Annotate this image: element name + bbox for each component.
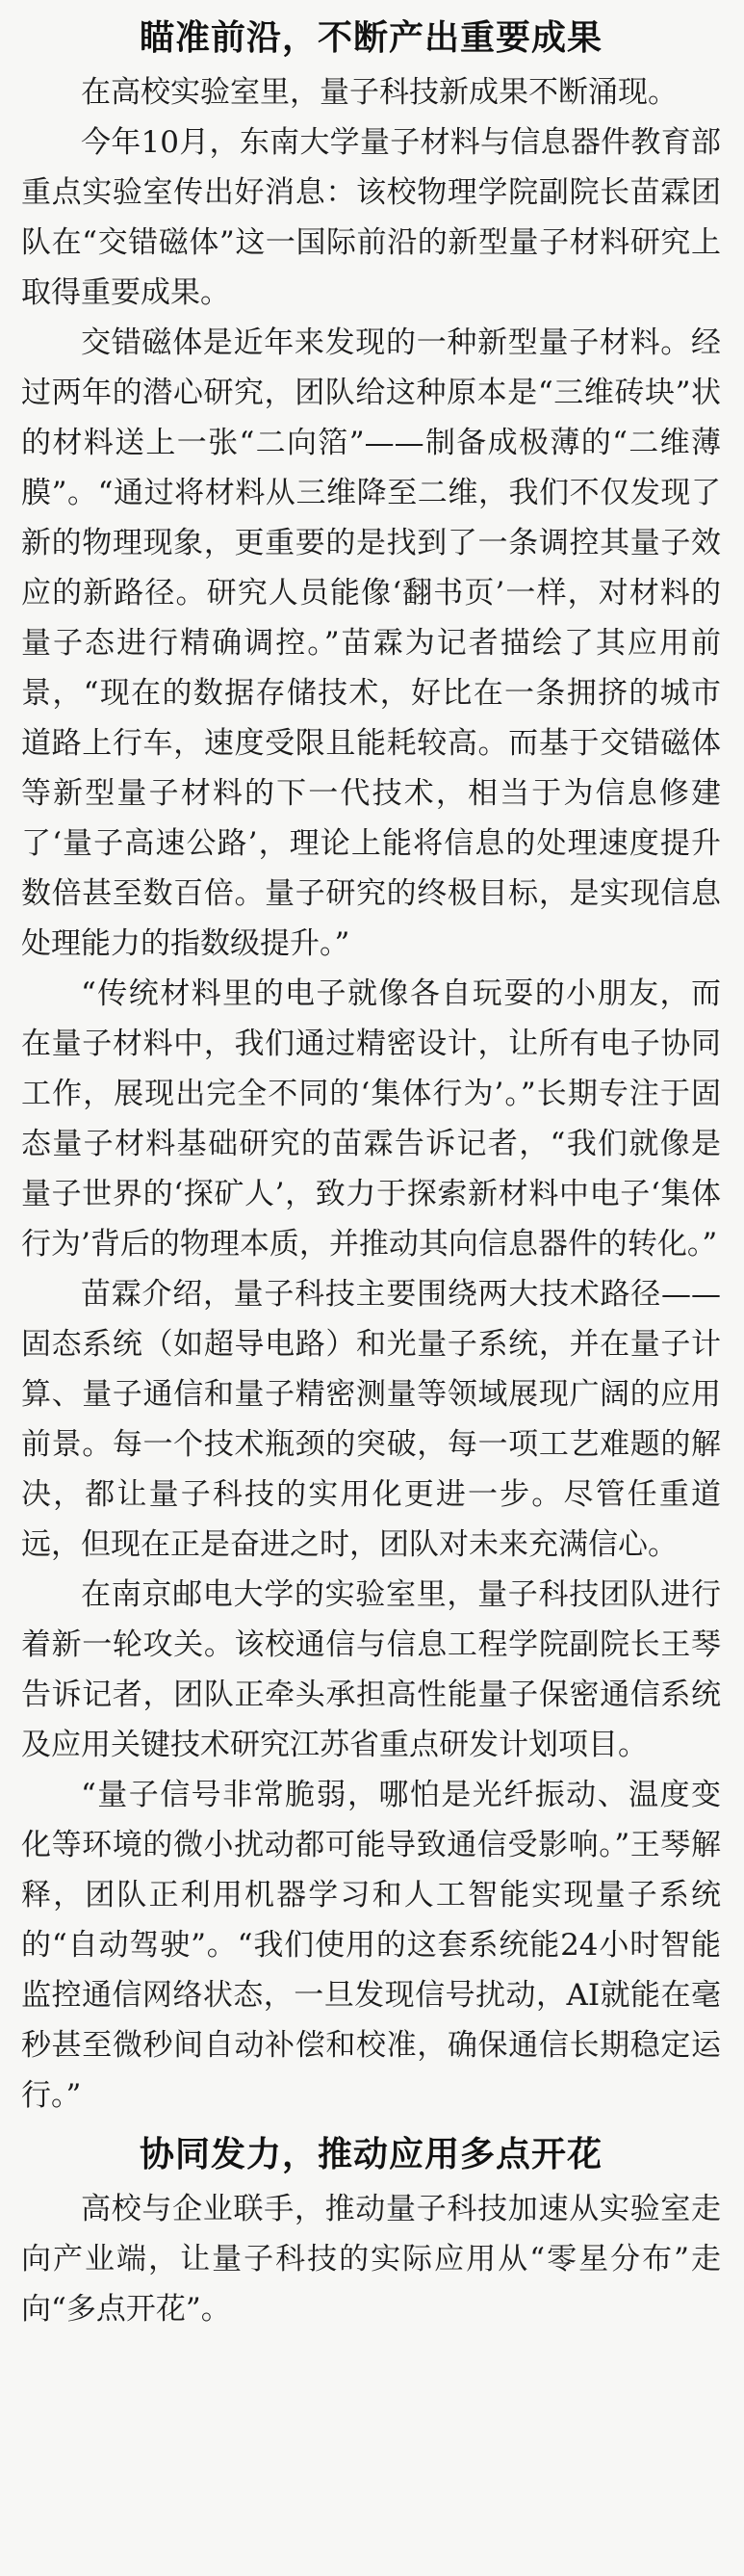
article-paragraph: 在高校实验室里，量子科技新成果不断涌现。 (81, 75, 678, 110)
section-heading-frontier: 瞄准前沿，不断产出重要成果 (139, 18, 603, 58)
article-paragraph: “传统材料里的电子就像各自玩耍的小朋友，而在量子材料中，我们通过精密设计，让所有电子协同工作，展现出完全不同的‘集体行为’。”长期专注于固态量子材料基础研究的苗霖告诉记者，“我们就像是量子世界的‘探矿人’，致力于探索新材料中电子‘集体行为’背后的物理本质，并推动其向信息器件的转化。” (21, 976, 721, 1262)
article-paragraph: 苗霖介绍，量子科技主要围绕两大技术路径——固态系统（如超导电路）和光量子系统，并在量子计算、量子通信和量子精密测量等领域展现广阔的应用前景。每一个技术瓶颈的突破，每一项工艺难题的解决，都让量子科技的实用化更进一步。尽管任重道远，但现在正是奋进之时，团队对未来充满信心。 (21, 1277, 721, 1562)
article-paragraph: 今年10月，东南大学量子材料与信息器件教育部重点实验室传出好消息：该校物理学院副院长苗霖团队在“交错磁体”这一国际前沿的新型量子材料研究上取得重要成果。 (21, 125, 721, 310)
article-paragraph: 在南京邮电大学的实验室里，量子科技团队进行着新一轮攻关。该校通信与信息工程学院副院长王琴告诉记者，团队正牵头承担高性能量子保密通信系统及应用关键技术研究江苏省重点研发计划项目。 (21, 1577, 721, 1762)
article-paragraph: 交错磁体是近年来发现的一种新型量子材料。经过两年的潜心研究，团队给这种原本是“三维砖块”状的材料送上一张“二向箔”——制备成极薄的“二维薄膜”。“通过将材料从三维降至二维，我们不仅发现了新的物理现象，更重要的是找到了一条调控其量子效应的新路径。研究人员能像‘翻书页’一样，对材料的量子态进行精确调控。”苗霖为记者描绘了其应用前景，“现在的数据存储技术，好比在一条拥挤的城市道路上行车，速度受限且能耗较高。而基于交错磁体等新型量子材料的下一代技术，相当于为信息修建了‘量子高速公路’，理论上能将信息的处理速度提升数倍甚至数百倍。量子研究的终极目标，是实现信息处理能力的指数级提升。” (21, 325, 721, 961)
section-heading-collaboration: 协同发力，推动应用多点开花 (139, 2135, 603, 2174)
article-paragraph: 高校与企业联手，推动量子科技加速从实验室走向产业端，让量子科技的实际应用从“零星分布”走向“多点开花”。 (21, 2192, 721, 2327)
article-paragraph: “量子信号非常脆弱，哪怕是光纤振动、温度变化等环境的微小扰动都可能导致通信受影响。”王琴解释，团队正利用机器学习和人工智能实现量子系统的“自动驾驶”。“我们使用的这套系统能24小时智能监控通信网络状态，一旦发现信号扰动，AI就能在毫秒甚至微秒间自动补偿和校准，确保通信长期稳定运行。” (21, 1778, 721, 2113)
